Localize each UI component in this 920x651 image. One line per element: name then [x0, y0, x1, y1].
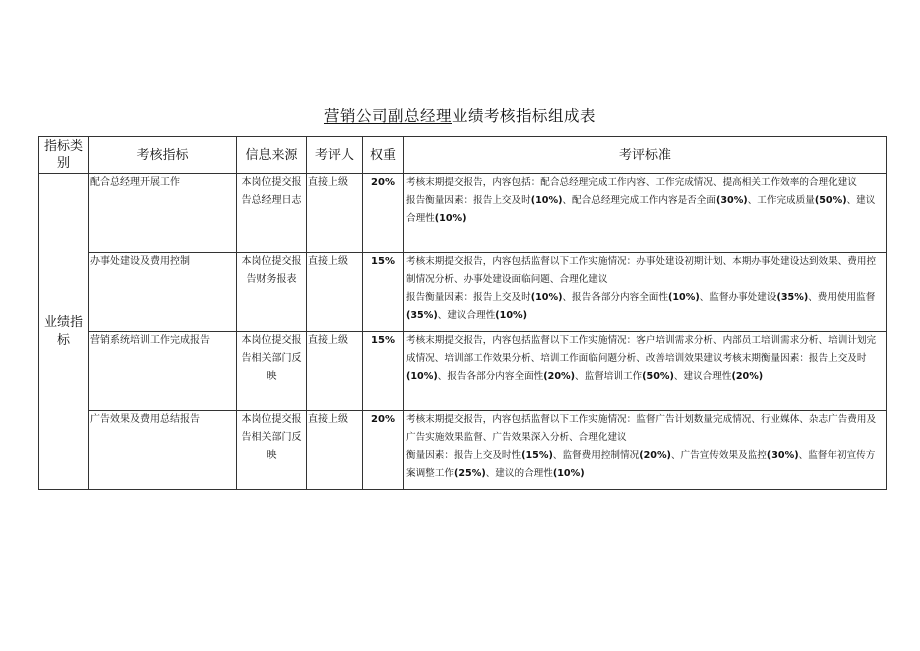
criteria-weight-figure: (10%): [406, 371, 438, 382]
criteria-text: 、建议合理性: [437, 310, 496, 321]
criteria-weight-figure: (30%): [766, 450, 799, 461]
reviewer-cell: 直接上级: [307, 174, 363, 253]
table-row: [39, 174, 887, 253]
header-source: 信息来源: [237, 137, 307, 174]
criteria-text: 、工作完成质量: [747, 195, 815, 206]
weight-cell: 20%: [363, 174, 404, 253]
criteria-weight-figure: (10%): [495, 310, 528, 321]
criteria-weight-figure: (15%): [521, 450, 553, 461]
criteria-text: 、报告各部分内容全面性: [562, 292, 668, 303]
criteria-text: 报告衡量因素：报告上交及时: [406, 292, 531, 303]
criteria-text: 、监督办事处建设: [699, 292, 777, 303]
source-cell: 本岗位提交报告相关部门反映: [237, 332, 307, 411]
reviewer-cell: 直接上级: [307, 411, 363, 490]
indicator-cell: 营销系统培训工作完成报告: [89, 332, 237, 411]
criteria-cell: [404, 411, 887, 490]
criteria-factors: [406, 447, 884, 483]
criteria-weight-figure: (20%): [543, 371, 575, 382]
criteria-weight-figure: (10%): [552, 468, 585, 479]
indicator-cell: 办事处建设及费用控制: [89, 253, 237, 332]
criteria-text: 、建议合理性: [406, 195, 876, 224]
criteria-text: 、监督年初宣传方案调整工作: [406, 450, 876, 479]
table-row: [39, 253, 887, 332]
header-weight: 权重: [363, 137, 404, 174]
criteria-weight-figure: (50%): [814, 195, 847, 206]
source-cell: 本岗位提交报告总经理日志: [237, 174, 307, 253]
criteria-text: 、广告宣传效果及监控: [670, 450, 767, 461]
criteria-weight-figure: (10%): [434, 213, 467, 224]
reviewer-cell: 直接上级: [307, 332, 363, 411]
criteria-cell: [404, 174, 887, 253]
criteria-weight-figure: (10%): [667, 292, 700, 303]
weight-cell: 15%: [363, 253, 404, 332]
header-criteria: 考评标准: [404, 137, 887, 174]
criteria-weight-figure: (35%): [776, 292, 809, 303]
table-row: [39, 411, 887, 490]
criteria-content: 考核末期提交报告，内容包括监督以下工作实施情况：监督广告计划数量完成情况、行业媒体、杂志广告费用及广告实施效果监督、广告效果深入分析、合理化建议: [406, 414, 877, 443]
criteria-weight-figure: (20%): [731, 371, 764, 382]
criteria-text: 、报告各部分内容全面性: [437, 371, 544, 382]
header-reviewer: 考评人: [307, 137, 363, 174]
criteria-weight-figure: (10%): [530, 195, 563, 206]
criteria-weight-figure: (50%): [642, 371, 674, 382]
source-cell: 本岗位提交报告财务报表: [237, 253, 307, 332]
criteria-factors: [406, 332, 884, 386]
criteria-weight-figure: (10%): [530, 292, 563, 303]
source-cell: 本岗位提交报告相关部门反映: [237, 411, 307, 490]
page-title: [0, 104, 920, 126]
criteria-cell: [404, 253, 887, 332]
header-category: 指标类别: [39, 137, 89, 174]
criteria-weight-figure: (30%): [715, 195, 748, 206]
header-row: [39, 137, 887, 174]
criteria-text: 、建议的合理性: [485, 468, 553, 479]
criteria-content: 考核末期提交报告，内容包括监督以下工作实施情况：办事处建设初期计划、本期办事处建设达到效果、费用控制情况分析、办事处建设面临问题、合理化建议: [406, 256, 877, 285]
indicator-cell: 配合总经理开展工作: [89, 174, 237, 253]
criteria-weight-figure: (20%): [639, 450, 671, 461]
kpi-table: [38, 136, 887, 490]
reviewer-cell: 直接上级: [307, 253, 363, 332]
title-rest: 业绩考核指标组成表: [452, 107, 597, 125]
criteria-factors: [406, 289, 884, 325]
criteria-factors: [406, 192, 884, 228]
criteria-text: 考核末期提交报告，内容包括监督以下工作实施情况：客户培训需求分析、内部员工培训需求分析、培训计划完成情况、培训部工作效果分析、培训工作面临问题分析、改善培训效果建议考核末期衡量因素：报告上交及时: [406, 335, 877, 364]
category-cell: 业绩指标: [39, 174, 89, 490]
criteria-weight-figure: (25%): [453, 468, 486, 479]
table-row: [39, 332, 887, 411]
criteria-text: 、监督费用控制情况: [552, 450, 640, 461]
criteria-cell: [404, 332, 887, 411]
criteria-text: 、监督培训工作: [575, 371, 643, 382]
title-underlined: 营销公司副总经理: [323, 107, 452, 125]
criteria-weight-figure: (35%): [406, 310, 438, 321]
weight-cell: 15%: [363, 332, 404, 411]
weight-cell: 20%: [363, 411, 404, 490]
criteria-text: 、建议合理性: [673, 371, 732, 382]
criteria-content: 考核末期提交报告，内容包括：配合总经理完成工作内容、工作完成情况、提高相关工作效率的合理化建议: [406, 177, 857, 188]
indicator-cell: 广告效果及费用总结报告: [89, 411, 237, 490]
criteria-text: 、配合总经理完成工作内容是否全面: [562, 195, 716, 206]
header-indicator: 考核指标: [89, 137, 237, 174]
criteria-text: 、费用使用监督: [808, 292, 876, 303]
criteria-text: 报告衡量因素：报告上交及时: [406, 195, 531, 206]
criteria-text: 衡量因素：报告上交及时性: [406, 450, 522, 461]
